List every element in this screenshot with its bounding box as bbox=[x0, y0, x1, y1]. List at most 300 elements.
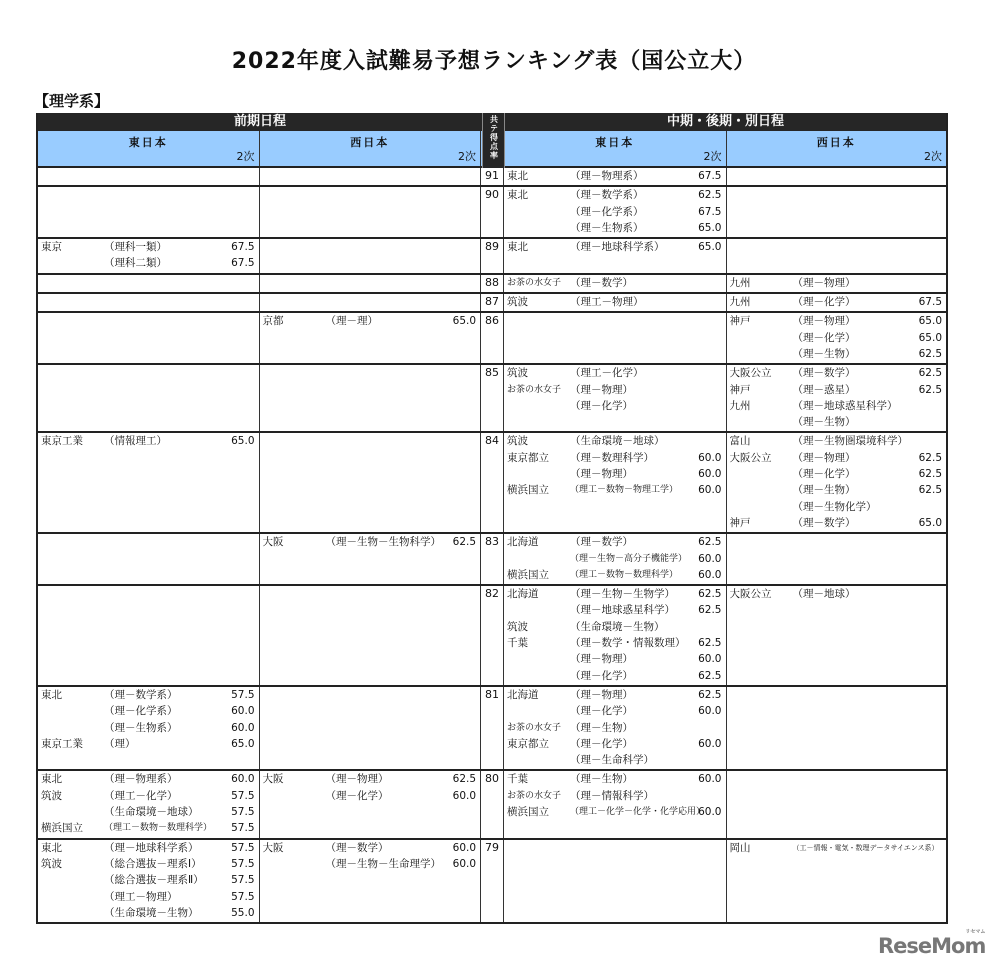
entry bbox=[727, 515, 947, 531]
second-exam-score: 65.0 bbox=[918, 331, 943, 344]
department-name: （理－地球科学系） bbox=[569, 241, 665, 254]
logo-kana: リセマム bbox=[965, 929, 986, 935]
department-name: （生命環境－地球） bbox=[569, 435, 665, 448]
entry bbox=[38, 889, 259, 905]
second-exam-score: 60.0 bbox=[698, 773, 722, 786]
later-east-cell bbox=[504, 239, 727, 273]
table-row bbox=[38, 534, 946, 586]
entry bbox=[260, 840, 481, 856]
score-rate: 81 bbox=[481, 687, 504, 770]
second-exam-score: 60.0 bbox=[698, 568, 722, 581]
second-exam-label: 2次 bbox=[458, 150, 477, 163]
department-name: （理－生物化学） bbox=[792, 500, 877, 513]
table-row bbox=[38, 313, 946, 365]
score-rate: 79 bbox=[481, 840, 504, 923]
east-label: 東日本 bbox=[128, 136, 168, 149]
table-body bbox=[38, 168, 946, 924]
later-east-cell bbox=[504, 187, 727, 237]
university-name: 東京工業 bbox=[41, 435, 83, 448]
score-rate: 83 bbox=[481, 534, 504, 584]
department-name: （理－数学） bbox=[792, 516, 856, 529]
score-rate: 89 bbox=[481, 239, 504, 273]
second-exam-score: 57.5 bbox=[231, 789, 255, 802]
second-exam-score: 65.0 bbox=[231, 435, 255, 448]
table-row bbox=[38, 365, 946, 433]
entry bbox=[504, 551, 726, 567]
entry bbox=[504, 294, 726, 310]
second-exam-score: 62.5 bbox=[918, 468, 943, 481]
university-name: 大阪公立 bbox=[729, 588, 772, 601]
university-name: 北海道 bbox=[506, 588, 539, 601]
department-name: （総合選抜－理系Ⅰ） bbox=[104, 857, 202, 870]
first-east-cell bbox=[38, 168, 260, 185]
university-name: 京都 bbox=[262, 315, 284, 328]
entry bbox=[727, 414, 947, 430]
second-exam-score: 62.5 bbox=[452, 536, 477, 549]
later-east-cell bbox=[504, 365, 727, 431]
entry bbox=[504, 586, 726, 602]
university-name: 横浜国立 bbox=[506, 568, 549, 581]
later-west-cell bbox=[727, 433, 947, 532]
entry bbox=[727, 365, 947, 381]
later-west-header bbox=[727, 131, 947, 166]
entry bbox=[260, 534, 481, 550]
department-name: （総合選抜－理系Ⅱ） bbox=[104, 874, 204, 887]
second-exam-score: 62.5 bbox=[918, 367, 943, 380]
department-name: （理－数理科学） bbox=[569, 451, 654, 464]
university-name: 筑波 bbox=[506, 435, 528, 448]
later-west-cell bbox=[727, 168, 947, 185]
entry bbox=[727, 482, 947, 498]
department-name: （理－理） bbox=[325, 315, 379, 328]
second-exam-score: 57.5 bbox=[231, 890, 255, 903]
entry bbox=[38, 905, 259, 921]
second-exam-score: 62.5 bbox=[918, 383, 943, 396]
department-name: （理－情報科学） bbox=[569, 789, 654, 802]
department-name: （理－物理系） bbox=[569, 170, 644, 182]
entry bbox=[504, 433, 726, 449]
later-west-cell bbox=[727, 840, 947, 923]
table-row bbox=[38, 433, 946, 534]
department-name: （理－生物） bbox=[792, 347, 856, 360]
entry bbox=[260, 313, 481, 329]
first-east-cell bbox=[38, 433, 260, 532]
department-name: （理－生物圏環境科学） bbox=[792, 435, 908, 448]
second-exam-score: 67.5 bbox=[698, 205, 722, 218]
entry bbox=[38, 788, 259, 804]
university-name: 東北 bbox=[41, 773, 62, 786]
later-west-cell bbox=[727, 365, 947, 431]
later-west-cell bbox=[727, 687, 947, 770]
second-exam-score: 62.5 bbox=[698, 536, 722, 549]
second-exam-score: 62.5 bbox=[918, 451, 943, 464]
first-west-cell bbox=[260, 239, 482, 273]
university-name: 横浜国立 bbox=[41, 822, 83, 835]
first-east-cell bbox=[38, 313, 260, 363]
first-east-cell bbox=[38, 239, 260, 273]
entry bbox=[504, 736, 726, 752]
entry bbox=[504, 651, 726, 667]
second-exam-score: 65.0 bbox=[231, 737, 255, 750]
university-name: 千葉 bbox=[506, 773, 528, 786]
department-name: （理－化学系） bbox=[569, 205, 644, 218]
table-row bbox=[38, 294, 946, 313]
department-name: （理－化学） bbox=[325, 789, 389, 802]
entry bbox=[504, 382, 726, 398]
university-name: 九州 bbox=[729, 399, 751, 412]
department-name: （理－生命科学） bbox=[569, 754, 654, 767]
entry bbox=[38, 703, 259, 719]
department-name: （生命環境－生物） bbox=[104, 906, 199, 919]
entry bbox=[504, 788, 726, 804]
department-name: （理工－物理） bbox=[104, 890, 178, 903]
university-name: 筑波 bbox=[506, 620, 528, 633]
first-west-cell bbox=[260, 365, 482, 431]
entry bbox=[38, 820, 259, 836]
later-east-cell bbox=[504, 313, 727, 363]
university-name: 大阪 bbox=[262, 536, 284, 549]
department-name: （生命環境－地球） bbox=[104, 806, 199, 819]
entry bbox=[504, 482, 726, 498]
department-name: （理－化学） bbox=[569, 705, 633, 718]
first-west-cell bbox=[260, 313, 482, 363]
table-header bbox=[38, 113, 946, 168]
entry bbox=[504, 365, 726, 381]
first-east-cell bbox=[38, 771, 260, 837]
second-exam-score: 60.0 bbox=[698, 737, 722, 750]
department-name: （理－化学） bbox=[569, 737, 633, 750]
university-name: お茶の水女子 bbox=[506, 722, 561, 733]
table-row bbox=[38, 771, 946, 839]
department-name: （理－生物－生物科学） bbox=[325, 536, 442, 549]
entry bbox=[504, 602, 726, 618]
university-name: 東北 bbox=[506, 170, 528, 182]
department-name: （理－化学系） bbox=[104, 705, 178, 718]
score-rate: 80 bbox=[481, 771, 504, 837]
entry bbox=[38, 720, 259, 736]
second-exam-score: 57.5 bbox=[231, 822, 255, 835]
department-name: （理－物理） bbox=[569, 653, 633, 666]
department-name: （理－化学） bbox=[792, 331, 856, 344]
second-exam-score: 55.0 bbox=[231, 906, 255, 919]
score-rate: 91 bbox=[481, 168, 504, 185]
entry bbox=[727, 433, 947, 449]
university-name: 北海道 bbox=[506, 536, 539, 549]
entry bbox=[38, 771, 259, 787]
entry bbox=[260, 771, 481, 787]
entry bbox=[504, 720, 726, 736]
entry bbox=[727, 346, 947, 362]
second-exam-score: 67.5 bbox=[698, 170, 722, 182]
department-name: （理工－数物－数理科学） bbox=[104, 823, 213, 834]
second-exam-score: 67.5 bbox=[918, 296, 943, 309]
second-exam-score: 60.0 bbox=[698, 552, 722, 565]
second-exam-score: 65.0 bbox=[918, 315, 943, 328]
later-east-cell bbox=[504, 687, 727, 770]
first-west-header bbox=[260, 131, 482, 166]
entry bbox=[504, 534, 726, 550]
first-west-cell bbox=[260, 586, 482, 685]
second-exam-score: 57.5 bbox=[231, 806, 255, 819]
university-name: 東北 bbox=[41, 841, 62, 854]
first-east-cell bbox=[38, 687, 260, 770]
department-name: （理－数学） bbox=[569, 276, 633, 289]
entry bbox=[260, 788, 481, 804]
department-name: （理－物理系） bbox=[104, 773, 178, 786]
entry bbox=[727, 466, 947, 482]
second-exam-label: 2次 bbox=[703, 150, 722, 163]
entry bbox=[727, 313, 947, 329]
university-name: 東京 bbox=[41, 241, 62, 254]
university-name: 九州 bbox=[729, 296, 751, 309]
second-exam-score: 62.5 bbox=[698, 189, 722, 202]
university-name: お茶の水女子 bbox=[506, 790, 561, 801]
department-name: （理－数学） bbox=[325, 841, 389, 854]
second-exam-score: 60.0 bbox=[698, 451, 722, 464]
score-rate: 88 bbox=[481, 275, 504, 292]
university-name: お茶の水女子 bbox=[506, 384, 561, 395]
east-label: 東日本 bbox=[595, 136, 635, 149]
entry bbox=[38, 856, 259, 872]
department-name: （工－情報・電気・数理データサイエンス系） bbox=[792, 843, 939, 852]
entry bbox=[504, 804, 726, 820]
department-name: （理－化学） bbox=[569, 669, 633, 682]
university-name: 九州 bbox=[729, 276, 751, 289]
later-west-cell bbox=[727, 771, 947, 837]
university-name: 神戸 bbox=[729, 516, 751, 529]
entry bbox=[38, 872, 259, 888]
later-east-cell bbox=[504, 294, 727, 311]
second-exam-score: 60.0 bbox=[452, 789, 477, 802]
entry bbox=[504, 220, 726, 236]
first-west-cell bbox=[260, 840, 482, 923]
department-name: （情報理工） bbox=[104, 435, 167, 448]
department-name: （理－生物） bbox=[569, 721, 633, 734]
ranking-table bbox=[36, 113, 948, 924]
first-west-cell bbox=[260, 187, 482, 237]
entry bbox=[38, 840, 259, 856]
first-west-cell bbox=[260, 687, 482, 770]
second-exam-score: 60.0 bbox=[698, 806, 722, 819]
entry bbox=[504, 398, 726, 414]
department-name: （理－惑星） bbox=[792, 383, 856, 396]
university-name: 大阪 bbox=[262, 841, 284, 854]
later-west-cell bbox=[727, 187, 947, 237]
university-name: 東北 bbox=[506, 241, 528, 254]
score-rate: 90 bbox=[481, 187, 504, 237]
department-name: （理－地球惑星科学） bbox=[792, 399, 898, 412]
department-name: （理工－化学） bbox=[569, 367, 644, 380]
score-rate-header bbox=[482, 113, 505, 168]
university-name: 千葉 bbox=[506, 637, 528, 650]
second-exam-score: 57.5 bbox=[231, 688, 255, 701]
entry bbox=[504, 635, 726, 651]
entry bbox=[727, 294, 947, 310]
second-exam-score: 62.5 bbox=[698, 669, 722, 682]
page-title: 2022年度入試難易予想ランキング表（国公立大） bbox=[231, 49, 757, 74]
entry bbox=[727, 382, 947, 398]
department-name: （理－生物） bbox=[792, 484, 856, 497]
entry bbox=[504, 275, 726, 291]
entry bbox=[504, 450, 726, 466]
west-label: 西日本 bbox=[816, 136, 856, 149]
department-name: （理－数学） bbox=[569, 536, 633, 549]
table-row bbox=[38, 586, 946, 687]
table-row bbox=[38, 168, 946, 187]
later-west-cell bbox=[727, 586, 947, 685]
section-label: 【理学系】 bbox=[34, 92, 110, 110]
first-west-cell bbox=[260, 168, 482, 185]
university-name: 筑波 bbox=[506, 367, 528, 380]
university-name: 横浜国立 bbox=[506, 806, 549, 819]
first-west-cell bbox=[260, 294, 482, 311]
first-east-header bbox=[38, 131, 260, 166]
university-name: 岡山 bbox=[729, 841, 751, 854]
table-row bbox=[38, 239, 946, 275]
department-name: （理－数学系） bbox=[569, 189, 644, 202]
department-name: （理） bbox=[104, 737, 136, 750]
entry bbox=[727, 840, 947, 856]
entry bbox=[38, 239, 259, 255]
entry bbox=[727, 275, 947, 291]
second-exam-score: 57.5 bbox=[231, 874, 255, 887]
entry bbox=[504, 187, 726, 203]
department-name: （理－物理） bbox=[569, 688, 633, 701]
second-exam-score: 62.5 bbox=[698, 588, 722, 601]
department-name: （理－物理） bbox=[569, 383, 633, 396]
department-name: （理－地球惑星科学） bbox=[569, 604, 675, 617]
university-name: 神戸 bbox=[729, 383, 751, 396]
entry bbox=[727, 499, 947, 515]
department-name: （理－物理） bbox=[792, 451, 856, 464]
second-exam-score: 60.0 bbox=[698, 484, 722, 497]
later-west-cell bbox=[727, 239, 947, 273]
department-name: （理工－化学－化学・化学応用） bbox=[569, 807, 705, 818]
department-name: （理－地球科学系） bbox=[104, 841, 199, 854]
university-name: 東北 bbox=[506, 189, 528, 202]
department-name: （理－生物系） bbox=[104, 721, 178, 734]
university-name: 筑波 bbox=[41, 857, 62, 870]
first-period-header: 前期日程 bbox=[233, 114, 286, 129]
score-rate: 85 bbox=[481, 365, 504, 431]
entry bbox=[504, 466, 726, 482]
entry bbox=[504, 687, 726, 703]
second-exam-score: 60.0 bbox=[231, 721, 255, 734]
first-east-cell bbox=[38, 294, 260, 311]
entry bbox=[504, 239, 726, 255]
entry bbox=[727, 586, 947, 602]
entry bbox=[504, 567, 726, 583]
entry bbox=[38, 255, 259, 271]
department-name: （理工－物理） bbox=[569, 296, 644, 309]
university-name: 筑波 bbox=[506, 296, 528, 309]
later-west-cell bbox=[727, 294, 947, 311]
entry bbox=[504, 168, 726, 184]
entry bbox=[504, 703, 726, 719]
second-exam-score: 65.0 bbox=[452, 315, 477, 328]
second-exam-score: 65.0 bbox=[698, 241, 722, 254]
later-west-cell bbox=[727, 313, 947, 363]
department-name: （理－物理） bbox=[792, 315, 856, 328]
department-name: （理－数学・情報数理） bbox=[569, 637, 686, 650]
second-exam-score: 60.0 bbox=[231, 773, 255, 786]
entry bbox=[38, 736, 259, 752]
department-name: （理－化学） bbox=[569, 399, 633, 412]
score-rate-header-label: 共テ得点率 bbox=[489, 115, 499, 160]
department-name: （理－物理） bbox=[569, 468, 633, 481]
university-name: 神戸 bbox=[729, 315, 751, 328]
table-row bbox=[38, 275, 946, 294]
resemom-logo bbox=[878, 929, 986, 958]
department-name: （理－生物－高分子機能学） bbox=[569, 553, 687, 564]
first-east-cell bbox=[38, 586, 260, 685]
later-west-cell bbox=[727, 275, 947, 292]
entry bbox=[504, 204, 726, 220]
department-name: （理科二類） bbox=[104, 257, 167, 270]
later-east-cell bbox=[504, 433, 727, 532]
second-exam-score: 60.0 bbox=[452, 841, 477, 854]
second-exam-score: 67.5 bbox=[231, 241, 255, 254]
table-row bbox=[38, 687, 946, 772]
entry bbox=[38, 687, 259, 703]
second-exam-score: 62.5 bbox=[698, 604, 722, 617]
later-east-cell bbox=[504, 168, 727, 185]
first-east-cell bbox=[38, 187, 260, 237]
department-name: （理工－化学） bbox=[104, 789, 178, 802]
department-name: （理－生物－生命理学） bbox=[325, 857, 442, 870]
later-period-header: 中期・後期・別日程 bbox=[666, 114, 784, 129]
second-exam-score: 62.5 bbox=[698, 688, 722, 701]
university-name: 北海道 bbox=[506, 688, 539, 701]
later-east-cell bbox=[504, 840, 727, 923]
west-label: 西日本 bbox=[350, 136, 390, 149]
first-west-cell bbox=[260, 433, 482, 532]
second-exam-label: 2次 bbox=[236, 150, 255, 163]
university-name: 富山 bbox=[729, 435, 751, 448]
second-exam-score: 60.0 bbox=[698, 468, 722, 481]
entry bbox=[260, 856, 481, 872]
university-name: 大阪公立 bbox=[729, 367, 772, 380]
second-exam-score: 60.0 bbox=[231, 705, 255, 718]
second-exam-label: 2次 bbox=[924, 150, 943, 163]
second-exam-score: 60.0 bbox=[452, 857, 477, 870]
second-exam-score: 62.5 bbox=[698, 637, 722, 650]
first-east-cell bbox=[38, 365, 260, 431]
department-name: （生命環境－生物） bbox=[569, 620, 665, 633]
university-name: 大阪 bbox=[262, 773, 284, 786]
department-name: （理工－数物－物理工学） bbox=[569, 485, 678, 496]
department-name: （理－化学） bbox=[792, 468, 856, 481]
table-row bbox=[38, 187, 946, 239]
first-east-cell bbox=[38, 275, 260, 292]
entry bbox=[504, 752, 726, 768]
second-exam-score: 60.0 bbox=[698, 705, 722, 718]
department-name: （理工－数物－数理科学） bbox=[569, 569, 678, 580]
second-exam-score: 65.0 bbox=[698, 221, 722, 234]
later-east-cell bbox=[504, 771, 727, 837]
university-name: 東京都立 bbox=[506, 737, 549, 750]
entry bbox=[727, 330, 947, 346]
department-name: （理－化学） bbox=[792, 296, 856, 309]
first-west-cell bbox=[260, 534, 482, 584]
university-name: 東北 bbox=[41, 688, 62, 701]
university-name: 横浜国立 bbox=[506, 484, 549, 497]
university-name: 東京工業 bbox=[41, 737, 83, 750]
university-name: 筑波 bbox=[41, 789, 62, 802]
score-rate: 84 bbox=[481, 433, 504, 532]
entry bbox=[38, 433, 259, 449]
university-name: 東京都立 bbox=[506, 451, 549, 464]
